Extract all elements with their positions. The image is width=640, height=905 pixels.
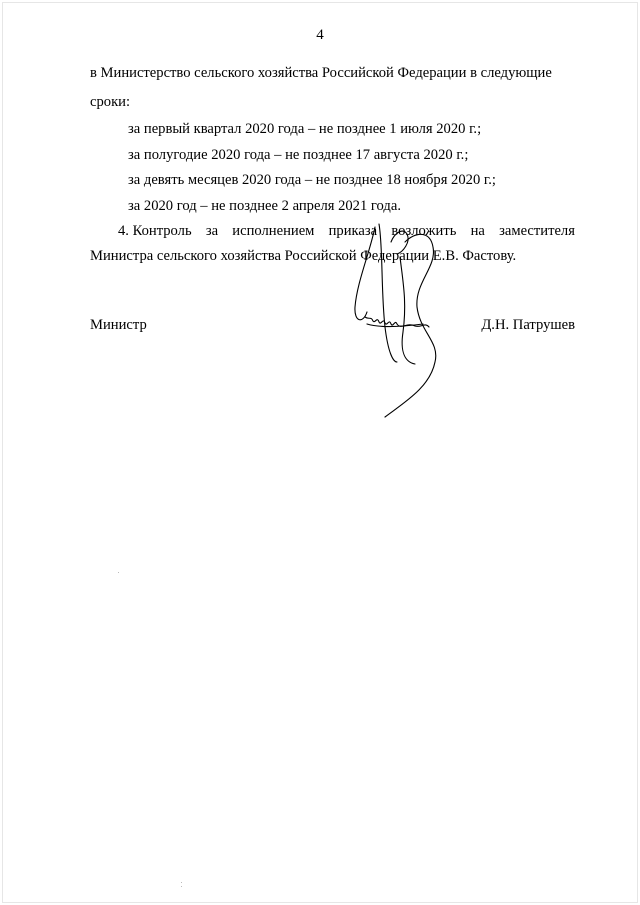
intro-line-1: в Министерство сельского хозяйства Российской Федерации в следующие: [90, 65, 552, 81]
clause-4-word: на: [470, 223, 485, 239]
signatory-name: Д.Н. Патрушев: [481, 317, 575, 333]
clause-4-word: 4. Контроль: [118, 223, 192, 239]
deadline-q1: за первый квартал 2020 года – не позднее 1 июля 2020 г.;: [128, 121, 482, 137]
signature-block: [90, 316, 575, 336]
clause-4-word: за: [205, 223, 219, 239]
clause-4-word: заместителя: [499, 223, 575, 239]
clause-4-word: исполнением: [232, 223, 315, 239]
intro-line-2: сроки:: [90, 94, 131, 110]
signatory-title: Министр: [90, 317, 147, 333]
page-number: 4: [316, 27, 324, 43]
deadline-nine-months: за девять месяцев 2020 года – не позднее 18 ноября 2020 г.;: [128, 172, 496, 188]
clause-4-word: приказа: [328, 223, 378, 239]
clause-4-word: возложить: [391, 223, 457, 239]
clause-4-line-2: Министра сельского хозяйства Российской Федерации Е.В. Фастову.: [90, 248, 517, 264]
deadline-year: за 2020 год – не позднее 2 апреля 2021 года.: [128, 198, 401, 214]
handwritten-signature: [345, 212, 455, 422]
deadline-half-year: за полугодие 2020 года – не позднее 17 августа 2020 г.;: [128, 147, 469, 163]
